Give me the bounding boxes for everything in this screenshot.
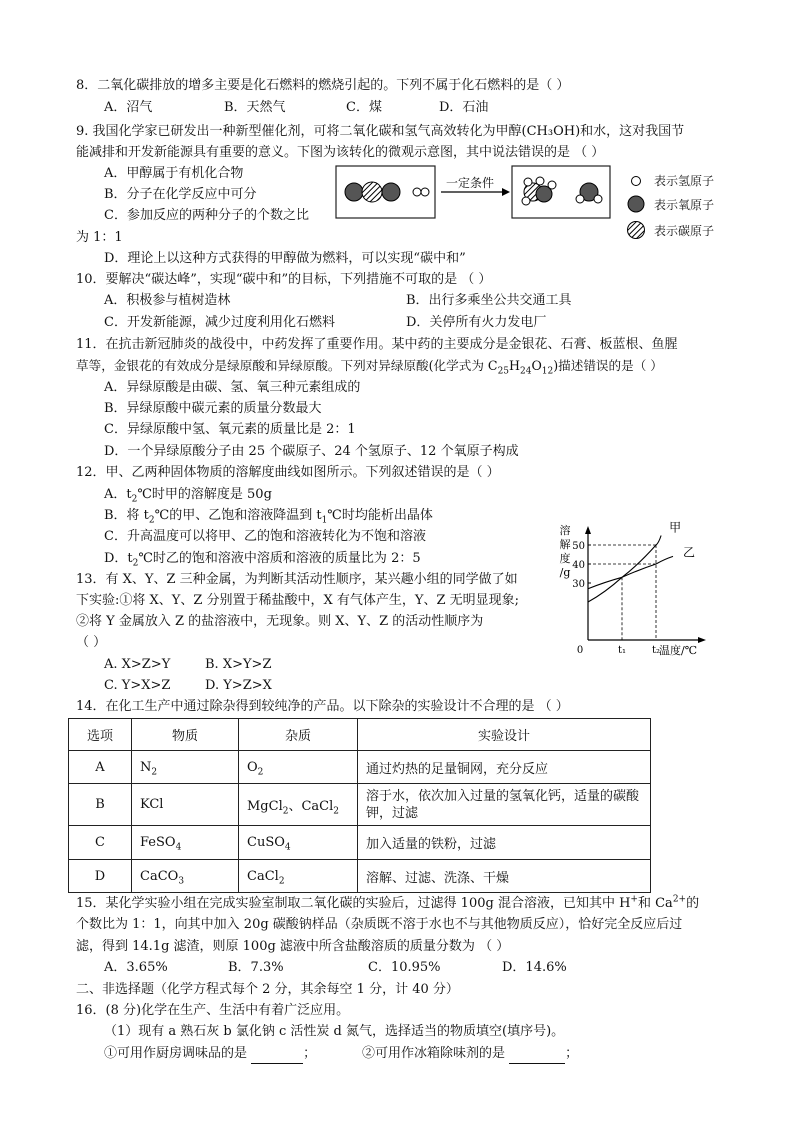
table-cell: A <box>69 751 132 784</box>
q10-option-a: A．积极参与植树造林 <box>104 293 231 308</box>
q8-option-d: D．石油 <box>439 100 489 115</box>
y-axis-label: 溶 <box>559 524 571 537</box>
table-cell: CaCl$_2$ <box>239 860 358 893</box>
x-tick-label: t₁ <box>617 645 627 656</box>
q12-option-c: C．升高温度可以将甲、乙的饱和溶液转化为不饱和溶液 <box>104 529 426 544</box>
solubility-chart <box>552 520 722 660</box>
q9-stem-line2: 能减排和开发新能源具有重要的意义。下图为该转化的微观示意图，其中说法错误的是 （ ） <box>76 145 605 160</box>
table-header: 杂质 <box>239 719 358 751</box>
q9-option-c-cont: 为 1：1 <box>76 230 123 245</box>
q13-stem-line3: ②将 Y 金属放入 Z 的盐溶液中，无现象。则 X、Y、Z 的活动性顺序为 <box>76 614 484 629</box>
table-row <box>69 826 651 860</box>
q15-option-b: B．7.3% <box>228 960 284 975</box>
answer-blank-1[interactable] <box>251 1049 303 1064</box>
table-cell: 溶解、过滤、洗涤、干燥 <box>358 860 651 893</box>
q16-blank2-label: ②可用作冰箱除味剂的是 <box>362 1046 506 1061</box>
series-curve-jia <box>588 536 661 603</box>
q11-option-c: C．异绿原酸中氢、氧元素的质量比是 2：1 <box>104 422 356 437</box>
y-tick-label: 30 <box>572 579 585 590</box>
q13-option-c: C. Y>X>Z <box>104 678 171 693</box>
table-header: 选项 <box>69 719 132 751</box>
x-axis-arrow <box>698 637 706 643</box>
table-row <box>69 860 651 893</box>
series-label: 甲 <box>669 520 682 535</box>
q13-stem-line1: 13．有 X、Y、Z 三种金属，为判断其活动性顺序，某兴趣小组的同学做了如 <box>76 572 518 587</box>
table-cell: KCl <box>132 784 239 826</box>
q8-option-b: B．天然气 <box>224 100 286 115</box>
table-header: 物质 <box>132 719 239 751</box>
y-axis-arrow <box>585 526 591 534</box>
q15-stem-line1: 15．某化学实验小组在完成实验室制取二氧化碳的实验后，过滤得 100g 混合溶液，已知其中 H+和 $Ca^{2+}$的 <box>76 894 700 911</box>
q9-stem-line1: 9. 我国化学家已研发出一种新型催化剂，可将二氧化碳和氢气高效转化为甲醇(CH₃OH)和水，这对我国节 <box>76 124 685 139</box>
table-cell: 溶于水，依次加入过量的氢氧化钙，适量的碳酸 钾，过滤 <box>358 784 651 826</box>
q9-option-b: B．分子在化学反应中可分 <box>104 187 257 202</box>
q13-stem-line4: （ ） <box>76 635 107 650</box>
table-cell: B <box>69 784 132 826</box>
q14-table <box>68 718 651 893</box>
q13-stem-line2: 下实验:①将 X、Y、Z 分别置于稀盐酸中，X 有气体产生，Y、Z 无明显现象; <box>76 593 520 608</box>
products-box <box>512 166 610 218</box>
q14-stem: 14．在化工生产中通过除杂得到较纯净的产品。以下除杂的实验设计不合理的是 （ ） <box>76 699 569 714</box>
q16-semicolon-1: ； <box>303 1046 317 1061</box>
q16-stem: 16．(8 分)化学在生产、生活中有着广泛应用。 <box>76 1003 350 1018</box>
q12-stem: 12．甲、乙两种固体物质的溶解度曲线如图所示。下列叙述错误的是（ ） <box>76 465 500 480</box>
table-row <box>69 784 651 826</box>
y-tick-label: 50 <box>572 541 585 552</box>
y-axis-label: 解 <box>559 538 571 551</box>
series-label: 乙 <box>683 545 696 560</box>
carbon-atom-icon <box>626 220 646 240</box>
table-cell: CuSO$_4$ <box>239 826 358 860</box>
q13-option-a: A. X>Z>Y <box>104 657 171 672</box>
q15-stem-line2: 个数比为 1：1，向其中加入 20g 碳酸钠样品（杂质既不溶于水也不与其他物质反应），恰好完全反应后过 <box>76 917 683 932</box>
q11-option-b: B．异绿原酸中碳元素的质量分数最大 <box>104 401 322 416</box>
q13-option-b: B. X>Y>Z <box>205 657 272 672</box>
reaction-condition: 一定条件 <box>446 176 495 190</box>
q8-option-a: A．沼气 <box>104 100 153 115</box>
table-cell: 加入适量的铁粉，过滤 <box>358 826 651 860</box>
x-tick-label: t₂ <box>651 645 661 656</box>
legend-carbon: 表示碳原子 <box>654 224 715 238</box>
q11-option-a: A．异绿原酸是由碳、氢、氧三种元素组成的 <box>104 380 361 395</box>
q15-option-a: A．3.65% <box>104 960 168 975</box>
q11-option-d: D．一个异绿原酸分子由 25 个碳原子、24 个氢原子、12 个氧原子构成 <box>104 444 519 459</box>
q9-option-c: C．参加反应的两种分子的个数之比 <box>104 208 309 223</box>
q9-option-a: A．甲醇属于有机化合物 <box>104 166 244 181</box>
table-cell: 通过灼热的足量铜网，充分反应 <box>358 751 651 784</box>
answer-blank-2[interactable] <box>509 1049 565 1064</box>
table-cell: MgCl$_2$、CaCl$_2$ <box>239 784 358 826</box>
table-header-row <box>69 719 651 751</box>
table-header: 实验设计 <box>358 719 651 751</box>
table-cell: $O_2$ <box>239 751 358 784</box>
q16-blank1-label: ①可用作厨房调味品的是 <box>104 1046 248 1061</box>
q12-option-a: A．$t_2℃$时甲的溶解度是 50g <box>104 487 272 505</box>
series-curve-yi <box>588 556 673 588</box>
oxygen-atom-icon <box>626 194 646 214</box>
legend-oxygen: 表示氧原子 <box>654 198 715 212</box>
section-heading: 二、非选择题（化学方程式每个 2 分，其余每空 1 分，计 40 分） <box>76 982 459 997</box>
q15-option-c: C．10.95% <box>368 960 441 975</box>
table-row <box>69 751 651 784</box>
y-axis-label: 度 <box>559 552 571 565</box>
q12-option-d: D．$t_2℃$时乙的饱和溶液中溶质和溶液的质量比为 2：5 <box>104 551 421 569</box>
q10-stem: 10．要解决“碳达峰”，实现“碳中和”的目标，下列措施不可取的是 （ ） <box>76 272 492 287</box>
q10-option-d: D．关停所有火力发电厂 <box>406 315 547 330</box>
x-tick-label: 0 <box>576 645 584 656</box>
q11-stem-line2: 草等，金银花的有效成分是绿原酸和异绿原酸。下列对异绿原酸(化学式为 $C_{25}H_{24}O_{12}$)描述错误的是（ ） <box>76 358 663 377</box>
q16-blank2-line <box>362 1044 578 1064</box>
q12-option-b: B．将 $t_2℃$的甲、乙饱和溶液降温到 $t_1℃$时均能析出晶体 <box>104 508 433 526</box>
table-cell: FeSO$_4$ <box>132 826 239 860</box>
table-cell: C <box>69 826 132 860</box>
q16-sub1: （1）现有 a 熟石灰 b 氯化钠 c 活性炭 d 氮气，选择适当的物质填空(填序号)。 <box>104 1024 565 1039</box>
q11-stem-line1: 11．在抗击新冠肺炎的战役中，中药发挥了重要作用。某中药的主要成分是金银花、石膏、板蓝根、鱼腥 <box>76 337 678 352</box>
q8-stem: 8．二氧化碳排放的增多主要是化石燃料的燃烧引起的。下列不属于化石燃料的是（ ） <box>76 78 570 93</box>
table-cell: D <box>69 860 132 893</box>
y-tick-label: 40 <box>572 560 585 571</box>
q9-option-d: D．理论上以这种方式获得的甲醇做为燃料，可以实现“碳中和” <box>104 251 466 266</box>
q16-blank1-line <box>104 1044 316 1064</box>
legend-hydrogen: 表示氢原子 <box>654 174 715 188</box>
y-axis-label: /g <box>559 566 571 579</box>
table-cell: CaCO$_3$ <box>132 860 239 893</box>
q8-option-c: C．煤 <box>346 100 382 115</box>
q16-semicolon-2: ； <box>565 1046 579 1061</box>
q15-option-d: D．14.6% <box>502 960 567 975</box>
x-axis-label: 温度/℃ <box>658 644 698 657</box>
hydrogen-atom-icon <box>629 174 643 188</box>
q10-option-c: C．开发新能源，减少过度利用化石燃料 <box>104 315 335 330</box>
table-cell: $N_2$ <box>132 751 239 784</box>
reactants-box <box>336 166 435 218</box>
q15-stem-line3: 滤，得到 14.1g 滤渣，则原 100g 滤液中所含盐酸溶质的质量分数为 （ ） <box>76 939 510 954</box>
q13-option-d: D. Y>Z>X <box>205 678 272 693</box>
q10-option-b: B．出行多乘坐公共交通工具 <box>406 293 572 308</box>
